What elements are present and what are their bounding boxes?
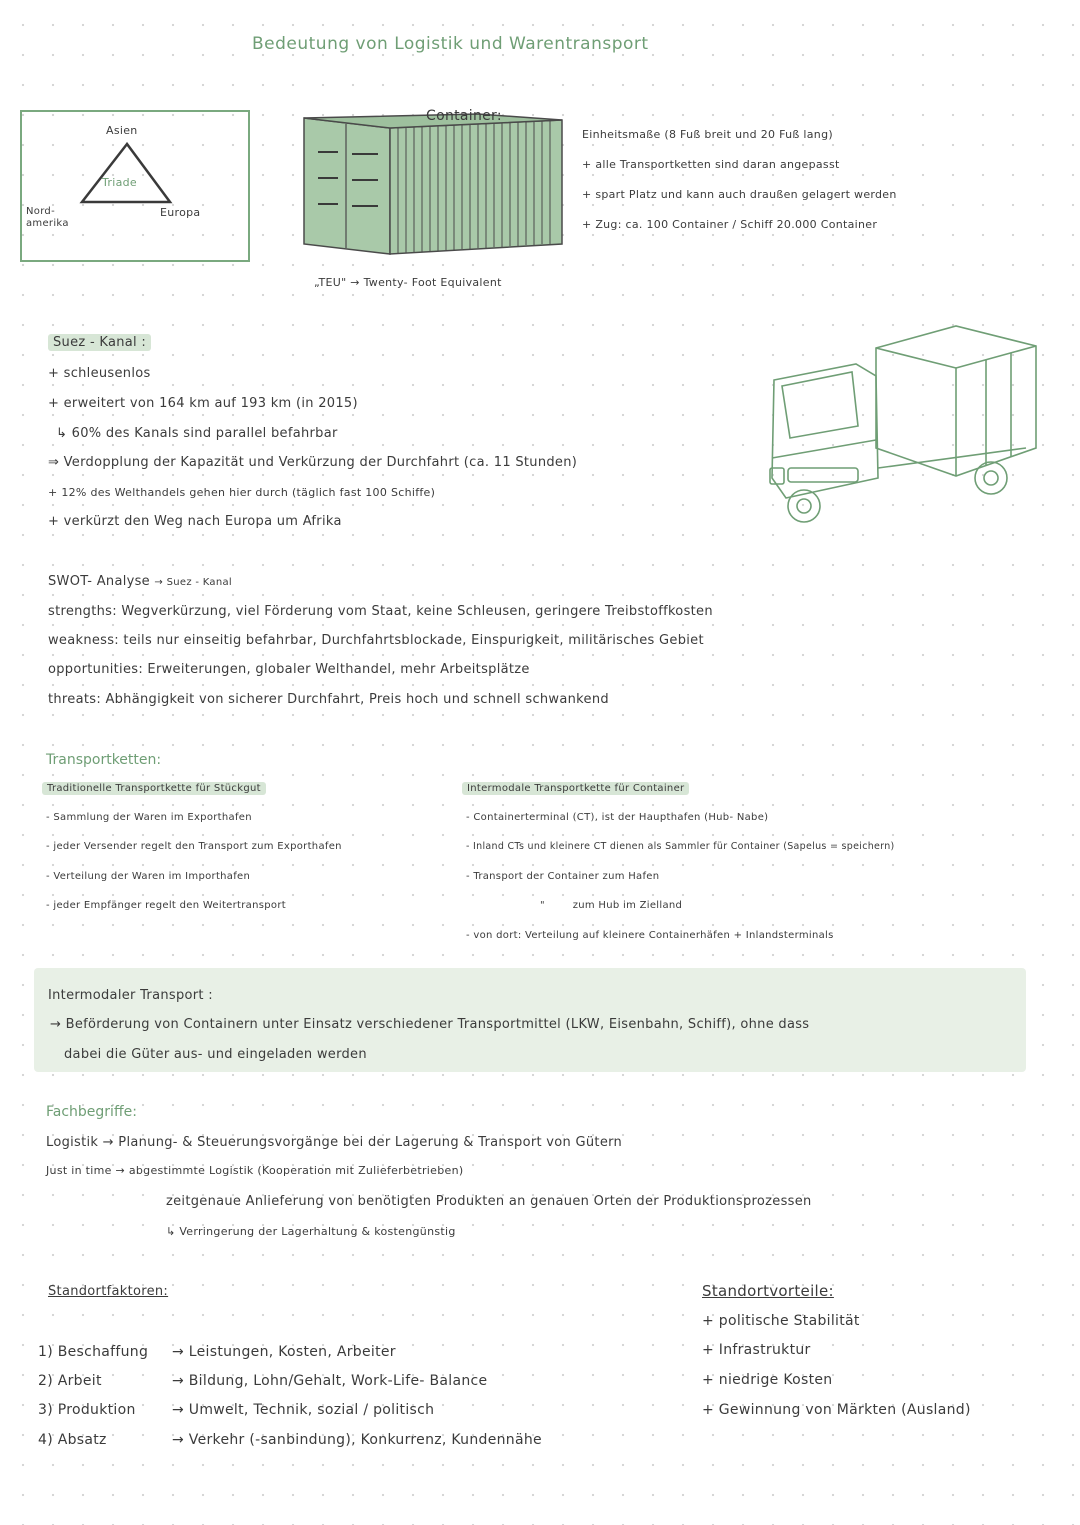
page-title: Bedeutung von Logistik und Warentransport xyxy=(252,34,649,54)
factor-value: → Leistungen, Kosten, Arbeiter xyxy=(172,1344,396,1360)
swot-heading xyxy=(48,574,232,589)
suez-heading: Suez - Kanal : xyxy=(48,334,151,351)
triad-europe: Europa xyxy=(160,206,201,219)
intermodal-item: - Inland CTs und kleinere CT dienen als Sammler für Container (Sapelus = speichern) xyxy=(466,841,895,852)
triad-north-america: Nord- amerika xyxy=(26,206,69,229)
suez-line: + 12% des Welthandels gehen hier durch (täglich fast 100 Schiffe) xyxy=(48,486,436,499)
container-note-2: + alle Transportketten sind daran angepasst xyxy=(582,158,840,171)
term-logistik: Logistik → Planung- & Steuerungsvorgänge bei der Lagerung & Transport von Gütern xyxy=(46,1135,623,1150)
traditional-item: - Verteilung der Waren im Importhafen xyxy=(46,871,251,882)
truck-illustration xyxy=(766,318,1046,528)
suez-line: ⇒ Verdopplung der Kapazität und Verkürzung der Durchfahrt (ca. 11 Stunden) xyxy=(48,455,578,470)
traditional-chain-heading: Traditionelle Transportkette für Stückgut xyxy=(42,782,266,795)
factor-label: 4) Absatz xyxy=(38,1432,107,1448)
factor-label: 2) Arbeit xyxy=(38,1373,102,1389)
suez-line: + verkürzt den Weg nach Europa um Afrika xyxy=(48,514,342,529)
intermodal-line-2: dabei die Güter aus- und eingeladen werden xyxy=(64,1047,367,1062)
swot-weakness: weakness: teils nur einseitig befahrbar, Durchfahrtsblockade, Einspurigkeit, militärisches Gebiet xyxy=(48,633,704,648)
suez-line: + schleusenlos xyxy=(48,366,151,381)
advantage-item: + Infrastruktur xyxy=(702,1342,811,1358)
intermodal-item: - von dort: Verteilung auf kleinere Containerhäfen + Inlandsterminals xyxy=(466,930,834,941)
suez-line: + erweitert von 164 km auf 193 km (in 2015) xyxy=(48,396,358,411)
factor-label: 3) Produktion xyxy=(38,1402,136,1418)
factor-value: → Verkehr (-sanbindung), Konkurrenz, Kundennähe xyxy=(172,1432,542,1448)
triad-center: Triade xyxy=(102,176,137,189)
intermodal-item: - Containerterminal (CT), ist der Haupthafen (Hub- Nabe) xyxy=(466,812,769,823)
advantage-item: + politische Stabilität xyxy=(702,1313,860,1329)
transport-heading: Transportketten: xyxy=(46,752,162,768)
container-illustration xyxy=(298,112,566,262)
term-jit-result: ↳ Verringerung der Lagerhaltung & kostengünstig xyxy=(166,1225,456,1238)
factor-label: 1) Beschaffung xyxy=(38,1344,149,1360)
intermodal-heading: Intermodaler Transport : xyxy=(48,988,213,1003)
intermodal-item: - Transport der Container zum Hafen xyxy=(466,871,660,882)
triad-box xyxy=(20,110,250,262)
terms-heading: Fachbegriffe: xyxy=(46,1104,137,1120)
factor-value: → Bildung, Lohn/Gehalt, Work-Life- Balance xyxy=(172,1373,488,1389)
traditional-item: - jeder Empfänger regelt den Weitertransport xyxy=(46,900,286,911)
swot-opportunities: opportunities: Erweiterungen, globaler Welthandel, mehr Arbeitsplätze xyxy=(48,662,530,677)
swot-strengths: strengths: Wegverkürzung, viel Förderung vom Staat, keine Schleusen, geringere Treibstoffkosten xyxy=(48,604,713,619)
term-just-in-time: Just in time → abgestimmte Logistik (Kooperation mit Zulieferbetrieben) xyxy=(46,1164,464,1177)
swot-threats: threats: Abhängigkeit von sicherer Durchfahrt, Preis hoch und schnell schwankend xyxy=(48,692,609,707)
container-label: Container: xyxy=(426,108,502,124)
suez-line: ↳ 60% des Kanals sind parallel befahrbar xyxy=(56,426,338,441)
intermodal-chain-heading: Intermodale Transportkette für Container xyxy=(462,782,689,795)
container-note-4: + Zug: ca. 100 Container / Schiff 20.000 Container xyxy=(582,218,878,231)
term-jit-detail: zeitgenaue Anlieferung von benötigten Produkten an genauen Orten der Produktionsprozessen xyxy=(166,1194,812,1209)
container-note-3: + spart Platz und kann auch draußen gelagert werden xyxy=(582,188,897,201)
factors-heading: Standortfaktoren: xyxy=(48,1284,169,1299)
swot-title: SWOT- Analyse xyxy=(48,574,150,589)
factor-value: → Umwelt, Technik, sozial / politisch xyxy=(172,1402,435,1418)
traditional-item: - Sammlung der Waren im Exporthafen xyxy=(46,812,252,823)
intermodal-item: " zum Hub im Zielland xyxy=(540,900,683,911)
advantage-item: + Gewinnung von Märkten (Ausland) xyxy=(702,1402,971,1418)
container-note-1: Einheitsmaße (8 Fuß breit und 20 Fuß lang) xyxy=(582,128,833,141)
traditional-item: - jeder Versender regelt den Transport zum Exporthafen xyxy=(46,841,342,852)
triad-asia: Asien xyxy=(106,124,138,137)
advantages-heading: Standortvorteile: xyxy=(702,1282,834,1300)
swot-subject: → Suez - Kanal xyxy=(154,577,232,588)
intermodal-line-1: → Beförderung von Containern unter Einsatz verschiedener Transportmittel (LKW, Eisenbahn, Schiff), ohne dass xyxy=(50,1017,810,1032)
advantage-item: + niedrige Kosten xyxy=(702,1372,833,1388)
teu-definition: „TEU" → Twenty- Foot Equivalent xyxy=(314,276,502,289)
